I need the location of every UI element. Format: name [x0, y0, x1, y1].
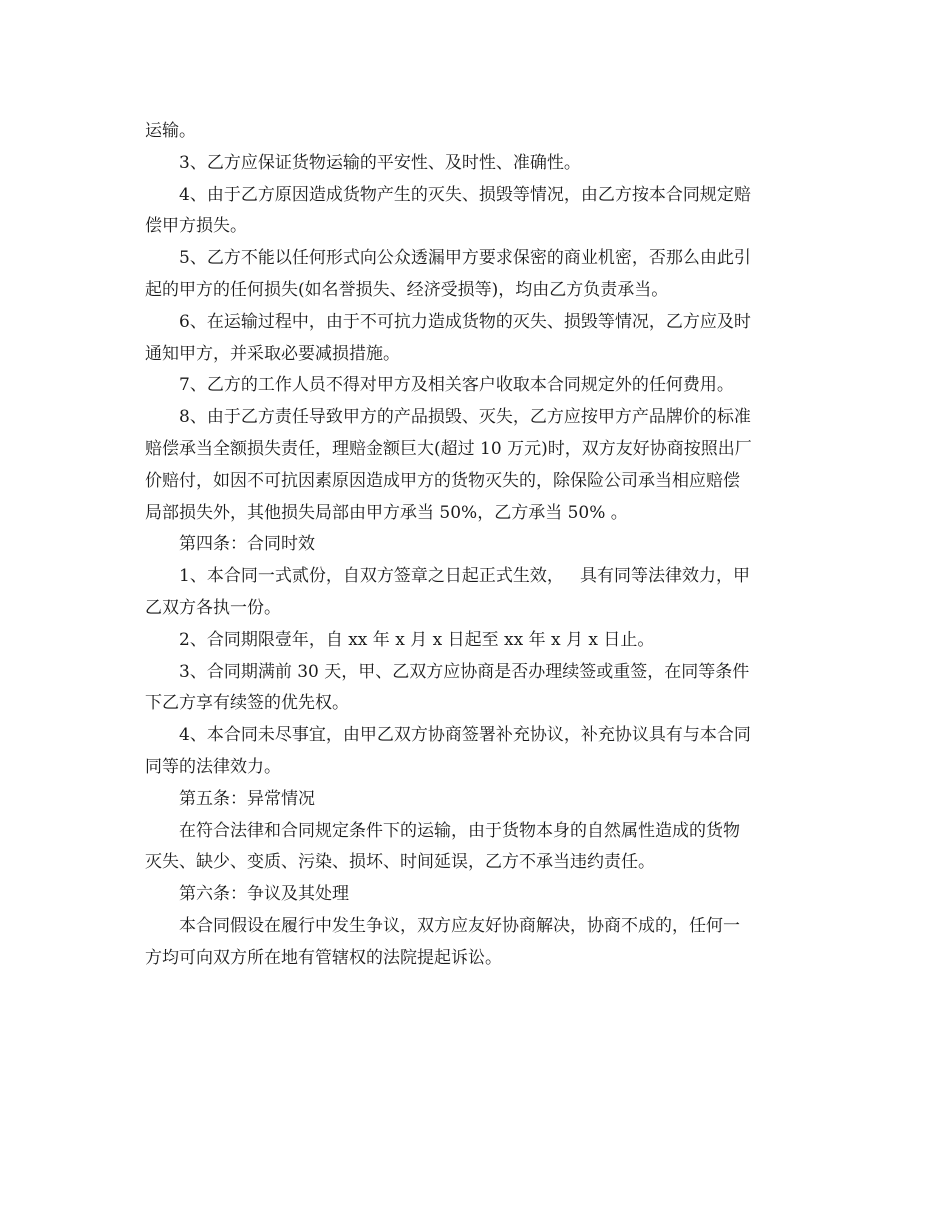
document-body [145, 116, 815, 975]
paragraph [145, 116, 815, 148]
paragraph-line: 6、在运输过程中，由于不可抗力造成货物的灭失、损毁等情况，乙方应及时 [179, 311, 751, 332]
paragraph [145, 529, 815, 561]
paragraph-line: 偿甲方损失。 [145, 216, 247, 237]
paragraph-line: 4、本合同未尽事宜，由甲乙双方协商签署补充协议，补充协议具有与本合同 [179, 725, 751, 746]
paragraph-line: 1、本合同一式贰份，自双方签章之日起正式生效， 具有同等法律效力，甲 [179, 566, 751, 587]
paragraph [145, 243, 815, 307]
paragraph-line: 在符合法律和合同规定条件下的运输，由于货物本身的自然属性造成的货物 [179, 820, 740, 841]
paragraph-line: 灭失、缺少、变质、污染、损坏、时间延误，乙方不承当违约责任。 [145, 852, 655, 873]
paragraph-line: 方均可向双方所在地有管辖权的法院提起诉讼。 [145, 947, 502, 968]
paragraph-line: 下乙方享有续签的优先权。 [145, 693, 349, 714]
paragraph-line: 8、由于乙方责任导致甲方的产品损毁、灭失，乙方应按甲方产品牌价的标准 [179, 407, 751, 428]
paragraph-line: 本合同假设在履行中发生争议，双方应友好协商解决，协商不成的，任何一 [179, 915, 740, 936]
paragraph [145, 784, 815, 816]
paragraph-line: 3、合同期满前 30 天，甲、乙双方应协商是否办理续签或重签，在同等条件 [179, 661, 750, 682]
paragraph [145, 561, 815, 625]
paragraph-line: 第五条：异常情况 [179, 788, 315, 809]
paragraph [145, 402, 815, 529]
paragraph-line: 5、乙方不能以任何形式向公众透漏甲方要求保密的商业机密，否那么由此引 [179, 248, 751, 269]
paragraph-line: 通知甲方，并采取必要减损措施。 [145, 343, 400, 364]
paragraph-line: 价赔付，如因不可抗因素原因造成甲方的货物灭失的，除保险公司承当相应赔偿 [145, 470, 740, 491]
paragraph-line: 局部损失外，其他损失局部由甲方承当 50%，乙方承当 50% 。 [145, 502, 628, 523]
paragraph-line: 第四条：合同时效 [179, 534, 315, 555]
paragraph [145, 879, 815, 911]
paragraph-line: 第六条：争议及其处理 [179, 884, 349, 905]
paragraph [145, 816, 815, 880]
paragraph [145, 370, 815, 402]
paragraph-line: 运输。 [145, 121, 196, 141]
paragraph [145, 148, 815, 180]
paragraph-line: 起的甲方的任何损失(如名誉损失、经济受损等)，均由乙方负责承当。 [145, 279, 669, 300]
paragraph [145, 720, 815, 784]
paragraph [145, 307, 815, 371]
paragraph-line: 乙双方各执一份。 [145, 597, 281, 618]
paragraph-line: 2、合同期限壹年，自 xx 年 x 月 x 日起至 xx 年 x 月 x 日止。 [179, 629, 655, 650]
paragraph [145, 625, 815, 657]
paragraph-line: 3、乙方应保证货物运输的平安性、及时性、准确性。 [179, 152, 581, 173]
paragraph-line: 同等的法律效力。 [145, 756, 281, 777]
paragraph [145, 911, 815, 975]
paragraph [145, 180, 815, 244]
paragraph-line: 7、乙方的工作人员不得对甲方及相关客户收取本合同规定外的任何费用。 [179, 375, 734, 396]
paragraph-line: 赔偿承当全额损失责任，理赔金额巨大(超过 10 万元)时，双方友好协商按照出厂 [145, 438, 752, 459]
paragraph-line: 4、由于乙方原因造成货物产生的灭失、损毁等情况，由乙方按本合同规定赔 [179, 184, 751, 205]
paragraph [145, 657, 815, 721]
